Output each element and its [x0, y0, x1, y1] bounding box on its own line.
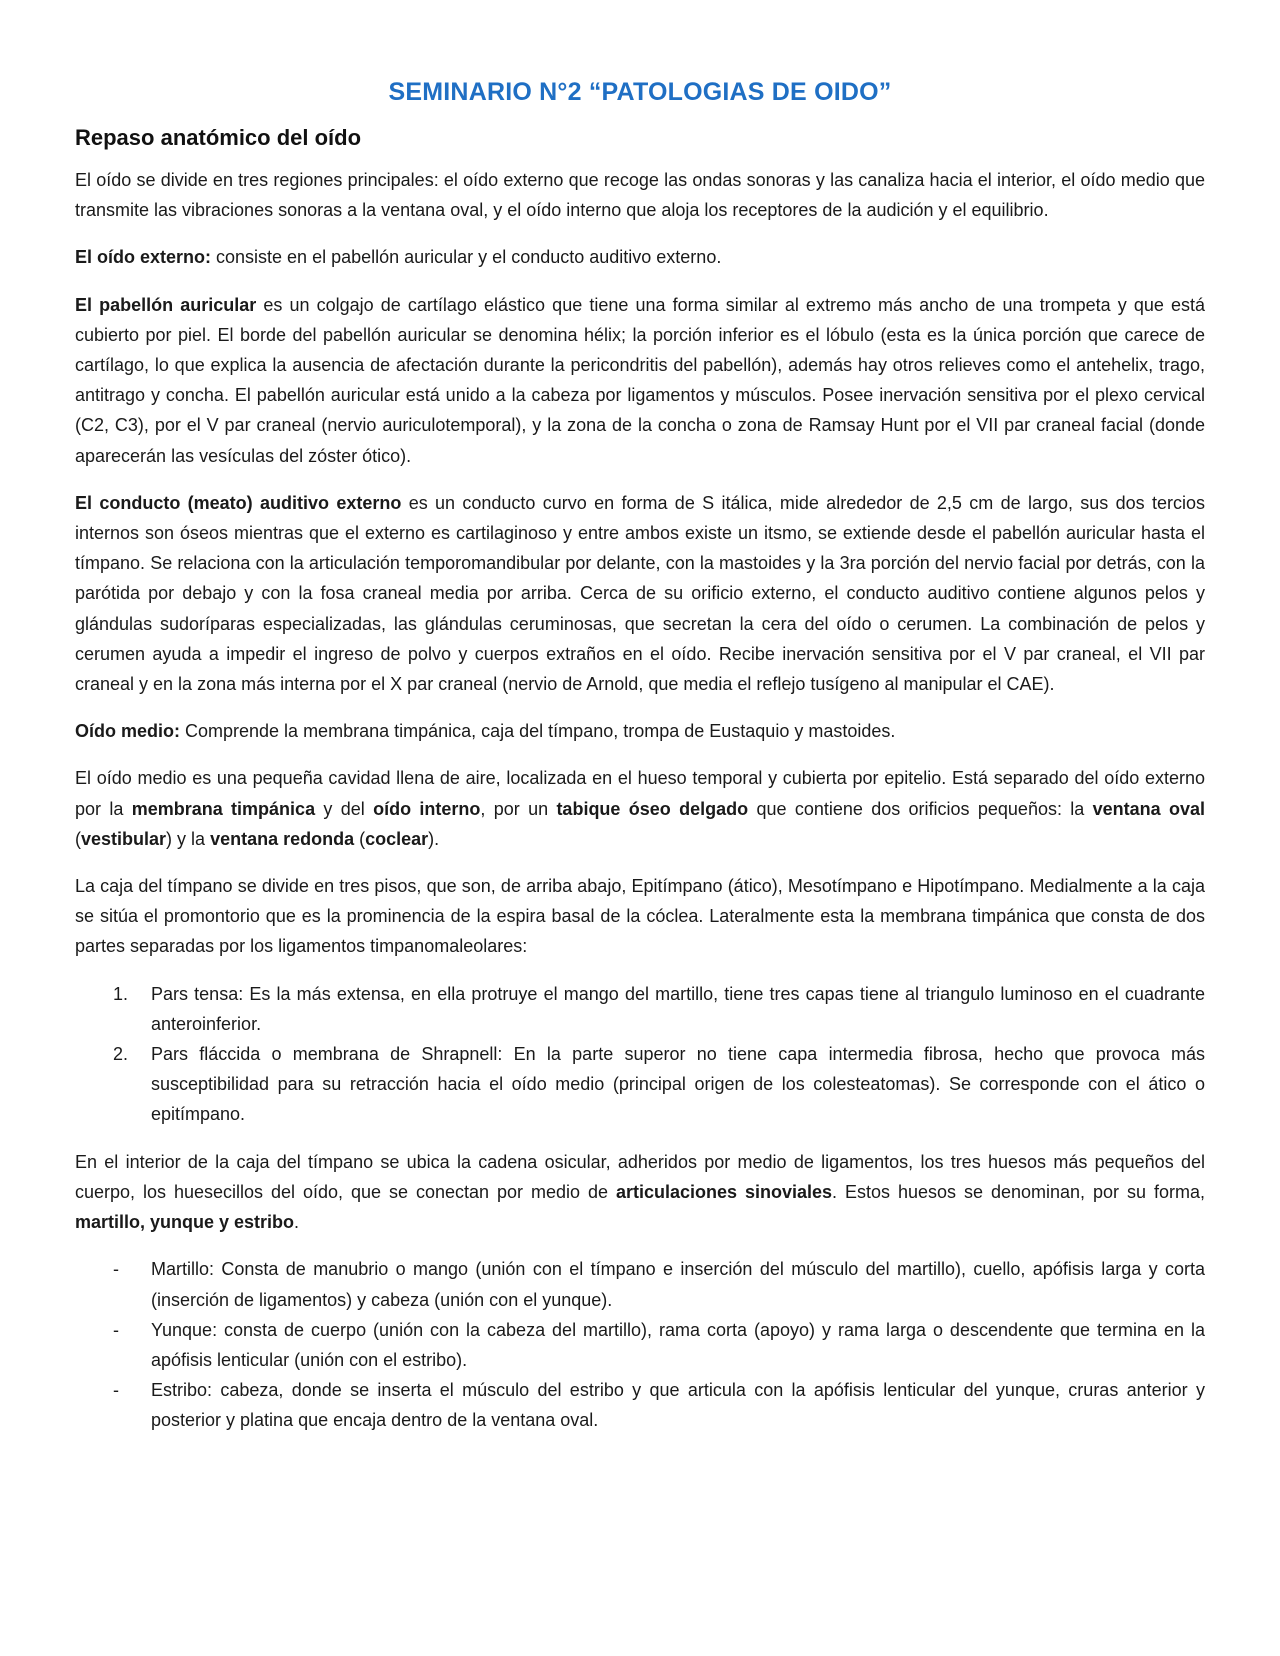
paragraph-intro: El oído se divide en tres regiones principales: el oído externo que recoge las ondas sonoras y las canaliza hacia el interior, el oído medio que transmite las vibraciones sonoras a la ventana oval, y el oído interno que aloja los receptores de la audición y el equilibrio. [75, 170, 1205, 221]
dash-list [75, 1254, 1205, 1435]
text-run: ( [75, 828, 81, 849]
text-run: . Estos huesos se denominan, por su forma, [832, 1181, 1206, 1202]
list-item-text: Yunque: consta de cuerpo (unión con la cabeza del martillo), rama corta (apoyo) y rama larga o descendente que termina en la apófisis lenticular (unión con el estribo). [151, 1319, 1205, 1370]
text-run: que contiene dos orificios pequeños: la [748, 798, 1093, 819]
bold-run: oído interno [373, 798, 481, 819]
bold-run: articulaciones sinoviales [615, 1181, 833, 1202]
paragraph-tympanic-cavity: La caja del tímpano se divide en tres pisos, que son, de arriba abajo, Epitímpano (ático), Mesotímpano e Hipotímpano. Medialmente a la caja se sitúa el promontorio que es la prominencia de la espira basal de la cóclea. Lateralmente esta la membrana timpánica que consta de dos partes separadas por los ligamentos timpanomaleolares: [75, 876, 1205, 957]
list-marker: - [113, 1259, 119, 1280]
bold-run: ventana redonda [210, 828, 355, 849]
paragraph-auricle [75, 290, 1205, 471]
bold-run: membrana timpánica [131, 798, 316, 819]
ear-canal-text: es un conducto curvo en forma de S itálica, mide alrededor de 2,5 cm de largo, sus dos tercios internos son óseos mientras que el externo es cartilaginoso y entre ambos existe un itsmo, se extiende desde el pabellón auricular hasta el tímpano. Se relaciona con la articulación temporomandibular por delante, con la mastoides y la 3ra porción del nervio facial por detrás, con la parótida por debajo y con la fosa craneal media por arriba. Cerca de su orificio externo, el conducto auditivo contiene algunos pelos y glándulas sudoríparas especializadas, las glándulas ceruminosas, que secretan la cera del oído o cerumen. La combinación de pelos y cerumen ayuda a impedir el ingreso de polvo y cuerpos extraños en el oído. Recibe inervación sensitiva por el V par craneal, el VII par craneal y en la zona más interna por el X par craneal (nervio de Arnold, que media el reflejo tusígeno al manipular el CAE). [75, 492, 1206, 695]
list-item [75, 979, 1205, 1039]
text-run: El oído medio es una pequeña cavidad llena de aire, localizada en el hueso temporal y cubierta por epitelio. Está separado del oído externo por la [75, 768, 1205, 819]
paragraph-ossicular-chain [75, 1147, 1205, 1238]
bold-run: vestibular [81, 828, 167, 849]
list-item-text: Pars fláccida o membrana de Shrapnell: En la parte superor no tiene capa intermedia fibrosa, hecho que provoca más susceptibilidad para su retracción hacia el oído medio (principal origen de los colesteatomas). Se corresponde con el ático o epitímpano. [151, 1044, 1205, 1125]
list-marker: - [113, 1380, 119, 1401]
outer-ear-label: El oído externo: [75, 247, 212, 268]
list-item [75, 1315, 1205, 1375]
list-item-text: Martillo: Consta de manubrio o mango (unión con el tímpano e inserción del músculo del martillo), cuello, apófisis larga y corta (inserción de ligamentos) y cabeza (unión con el yunque). [151, 1259, 1205, 1310]
paragraph-middle-ear-description [75, 763, 1205, 854]
section-heading: Repaso anatómico del oído [75, 125, 362, 150]
ear-canal-label: El conducto (meato) auditivo externo [75, 492, 402, 513]
auricle-text: es un colgajo de cartílago elástico que tiene una forma similar al extremo más ancho de una trompeta y que está cubierto por piel. El borde del pabellón auricular se denomina hélix; la porción inferior es el lóbulo (esta es la única porción que carece de cartílago, lo que explica la ausencia de afectación durante la pericondritis del pabellón), además hay otros relieves como el antehelix, trago, antitrago y concha. El pabellón auricular está unido a la cabeza por ligamentos y músculos. Posee inervación sensitiva por el plexo cervical (C2, C3), por el V par craneal (nervio auriculotemporal), y la zona de la concha o zona de Ramsay Hunt por el VII par craneal facial (donde aparecerán las vesículas del zóster ótico). [75, 294, 1205, 466]
bold-run: coclear [365, 828, 429, 849]
text-run: ) y la [166, 828, 211, 849]
text-run: , por un [480, 798, 557, 819]
text-run: y del [315, 798, 374, 819]
list-item [75, 1254, 1205, 1314]
bold-run: tabique óseo delgado [556, 798, 749, 819]
list-marker: - [113, 1319, 119, 1340]
list-item-text: Estribo: cabeza, donde se inserta el músculo del estribo y que articula con la apófisis lenticular del yunque, cruras anterior y posterior y platina que encaja dentro de la ventana oval. [151, 1380, 1205, 1431]
text-run: ). [428, 828, 440, 849]
text-run: . [294, 1212, 300, 1233]
paragraph-middle-ear [75, 716, 1205, 746]
text-run: En el interior de la caja del tímpano se ubica la cadena osicular, adheridos por medio de ligamentos, los tres huesos más pequeños del cuerpo, los huesecillos del oído, que se conectan por medio de [75, 1151, 1205, 1202]
bold-run: martillo, yunque y estribo [75, 1212, 295, 1233]
list-marker: 1. [113, 983, 129, 1004]
document-title: SEMINARIO N°2 “PATOLOGIAS DE OIDO” [388, 78, 892, 106]
list-item-text: Pars tensa: Es la más extensa, en ella protruye el mango del martillo, tiene tres capas tiene al triangulo luminoso en el cuadrante anteroinferior. [151, 983, 1205, 1034]
middle-ear-text: Comprende la membrana timpánica, caja del tímpano, trompa de Eustaquio y mastoides. [180, 721, 896, 742]
outer-ear-text: consiste en el pabellón auricular y el conducto auditivo externo. [211, 247, 722, 268]
middle-ear-label: Oído medio: [75, 721, 180, 742]
list-item [75, 1375, 1205, 1435]
numbered-list [75, 979, 1205, 1130]
paragraph-outer-ear [75, 242, 1205, 272]
bold-run: ventana oval [1092, 798, 1206, 819]
list-item [75, 1039, 1205, 1130]
document-page [75, 78, 1205, 1453]
auricle-label: El pabellón auricular [75, 294, 257, 315]
text-run: ( [354, 828, 366, 849]
paragraph-ear-canal [75, 488, 1205, 699]
list-marker: 2. [113, 1044, 129, 1065]
